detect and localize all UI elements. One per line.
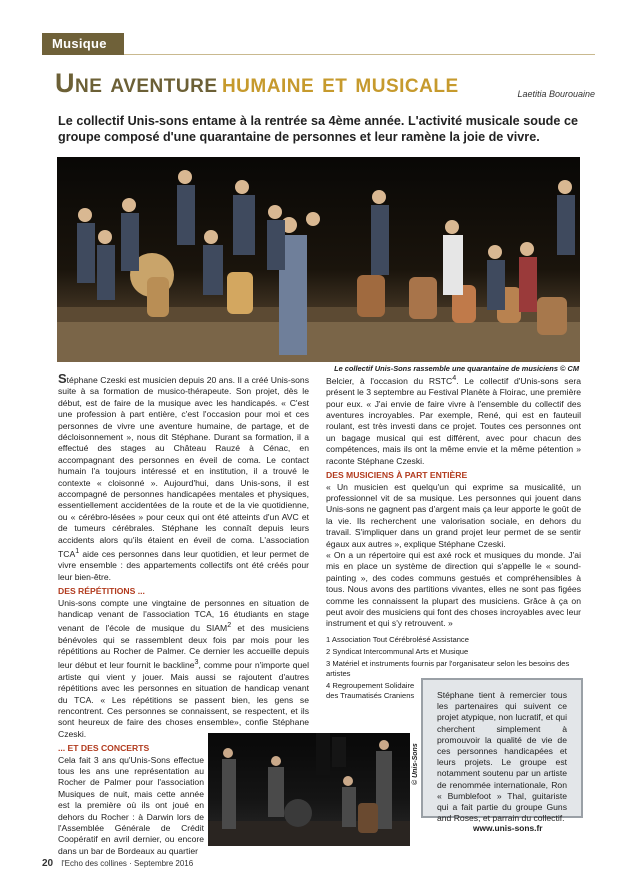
paragraph-concerts: Cela fait 3 ans qu'Unis-Sons effectue tous les ans une représentation au Rocher de Palmer pour l'association Musiques de nuit, mais cette année est la première où ils ont joué en dehors du Rocher : à Darwin lors de l'Assemblée Générale de Crédit Coopératif en avril dernier, ou encore dans un bar de Bordeaux au quartier bbox=[58, 754, 204, 856]
footnote-ref: 2 bbox=[227, 621, 232, 630]
subheading-repetitions: DES RÉPÉTITIONS ... bbox=[58, 586, 145, 597]
author-byline: Laetitia Bourouaine bbox=[517, 89, 595, 99]
paragraph-text: et des musiciens bénévoles qui se rassemblent deux fois par mois pour les répétitions au Rocher de Palmer. Ce dernier les accueille depuis leur début et leur fournit le backline bbox=[58, 623, 309, 671]
paragraph-text: Unis-sons compte une vingtaine de personnes en situation de handicap venant de l'association TCA, 16 étudiants en stage venant de l'école de musique du SIAM bbox=[58, 597, 309, 634]
concert-photo-small bbox=[208, 733, 410, 846]
caption-credit: © CM bbox=[560, 364, 579, 373]
paragraph-text: aide ces personnes dans leur quotidien, et leur permet de vivre ensemble : des appartements collectifs ont été créés pour leur bien-être. bbox=[58, 548, 309, 582]
paragraph-text: , comme pour n'importe quel artiste qui vient y jouer. Mais aussi se rajoutent d'autres répétitions avec les personnes en situation de handicap venant du TCA. « Les répétitions se passent bien, les gens se rencontrent. Ces personnes se connaissent, se respectent, et ils sont heureux de faire des choses ensemble», confie Stéphane Czeski. bbox=[58, 660, 309, 739]
concert-photo-main bbox=[57, 157, 580, 362]
page-number: 20 bbox=[42, 858, 54, 869]
article-standfirst: Le collectif Unis-sons entame à la rentrée sa 4ème année. L'activité musicale soude ce groupe composé d'une quarantaine de personnes et leur ramène la joie de vivre. bbox=[58, 114, 578, 144]
stage-illustration bbox=[57, 157, 580, 362]
footnote-ref: 1 bbox=[75, 547, 80, 556]
article-column-2 bbox=[326, 373, 581, 703]
photo-small-credit: © Unis-Sons bbox=[412, 743, 419, 785]
footnote-4: 4 Regroupement Solidaire des Traumatisés Craniens bbox=[326, 680, 415, 700]
section-tab bbox=[42, 33, 124, 55]
paragraph-text: téphane Czeski est musicien depuis 20 ans. Il a créé Unis-sons suite à sa formation de musico-thérapeute. Son projet, dès le début, est de faire de la musique avec les handicapés. « C'est une profession à part entière, c'est l'occasion pour moi et ces personnes de vivre une aventure humaine, de partage, et de décloisonnement », nous dit Stéphane. Durant sa formation, il a effectué des stages au Château Rauzé à Cénac, en accompagnant des personnes en éveil de coma. Le contact humain l'a toujours intéressé et en institution, il a trouvé le contexte « cloisonné ». Aujourd'hui, dans Unis-sons, il est accompagné de personnes handicapées mentales et physiques, essentiellement accidentées de la route et de la vie quotidienne, ou « cérébro-lésées » pour ceux qui ont été atteints d'un AVC et de tumeurs cérébrales. Stéphane les connaît depuis leurs accidents alors qu'ils étaient en éveil de coma. L'association TCA bbox=[58, 375, 309, 559]
footnote-1: 1 Association Tout Cérébrolésé Assistance bbox=[326, 634, 469, 644]
paragraph-musicien: « Un musicien est quelqu'un qui exprime sa musicalité, un professionnel vit de sa musique. Les personnes qui jouent dans Unis-sons ne gagnent pas d'argent mais ça leur apporte le goût de la vie. Ils recherchent une valorisation sociale, en dehors du travail. S'impliquer dans un grand projet leur permet de se sentir égaux aux autres », explique Stéphane Czeski. bbox=[326, 481, 581, 549]
photo-main-caption bbox=[334, 364, 579, 373]
paragraph-repertoire: « On a un répertoire qui est axé rock et musiques du monde. J'ai mis en place un système de direction qui s'appelle le « sound-painting », des codes communs gestués et compréhensibles à tous. Nous avons des partitions vivantes, elles ne sont pas figées comme les connaissent la plupart des musiciens. Grâce à ça on peut avoir des musiciens qui font des choses incroyables avec leur instrument et qui s'y retrouvent. » bbox=[326, 549, 581, 629]
publication-name: l'Echo des collines · Septembre 2016 bbox=[61, 859, 194, 868]
paragraph-repetitions bbox=[58, 598, 309, 741]
paragraph-festival bbox=[326, 373, 581, 467]
footnote-ref: 4 bbox=[452, 374, 457, 382]
partners-sidebox: Stéphane tient à remercier tous les partenaires qui suivent ce projet atypique, non lucratif, et qui cherchent simplement à promouvoir la qualité de vie de ces personnes handicapées et leurs projets. Le groupe est notamment soutenu par un artiste de renommée internationale, Ron « Bumblefoot » Thal, guitariste qui a fait partie du groupe Guns and Roses, et parrain du collectif. bbox=[421, 678, 583, 818]
footnote-2: 2 Syndicat Intercommunal Arts et Musique bbox=[326, 646, 469, 656]
concert-illustration bbox=[208, 733, 410, 846]
section-label: Musique bbox=[52, 36, 107, 51]
website-link[interactable]: www.unis-sons.fr bbox=[473, 823, 543, 833]
subheading-musiciens: DES MUSICIENS À PART ENTIÈRE bbox=[326, 470, 468, 481]
subheading-concerts: ... ET DES CONCERTS bbox=[58, 743, 150, 754]
footnote-3: 3 Matériel et instruments fournis par l'organisateur selon les besoins des artistes bbox=[326, 658, 570, 678]
paragraph-text: Belcier, à l'occasion du RSTC bbox=[326, 375, 453, 386]
caption-text: Le collectif Unis-Sons rassemble une quarantaine de musiciens bbox=[334, 364, 558, 373]
article-headline bbox=[55, 68, 459, 99]
paragraph-text: . Le collectif d'Unis-sons sera présent le 3 septembre au Festival Planète à Floirac, une première pour eux. « J'ai envie de faire vivre à l'ensemble du collectif des aventures incroyables. Par exemple, René, qui est en fauteuil roulant, est très investi dans ce projet. Toutes ces personnes ont un bagage musical qui est différent, avec pour chacun des compétences, mais ils ont la même envie et la même pétention » raconte Stéphane Czeski. bbox=[326, 375, 582, 466]
drop-cap: S bbox=[58, 371, 67, 386]
page-footer bbox=[42, 858, 193, 869]
paragraph-intro bbox=[58, 373, 309, 583]
footnote-ref: 3 bbox=[194, 658, 199, 667]
headline-part-1: Une aventure bbox=[55, 68, 218, 98]
headline-part-2: humaine et musicale bbox=[221, 68, 459, 98]
section-divider bbox=[124, 54, 595, 55]
